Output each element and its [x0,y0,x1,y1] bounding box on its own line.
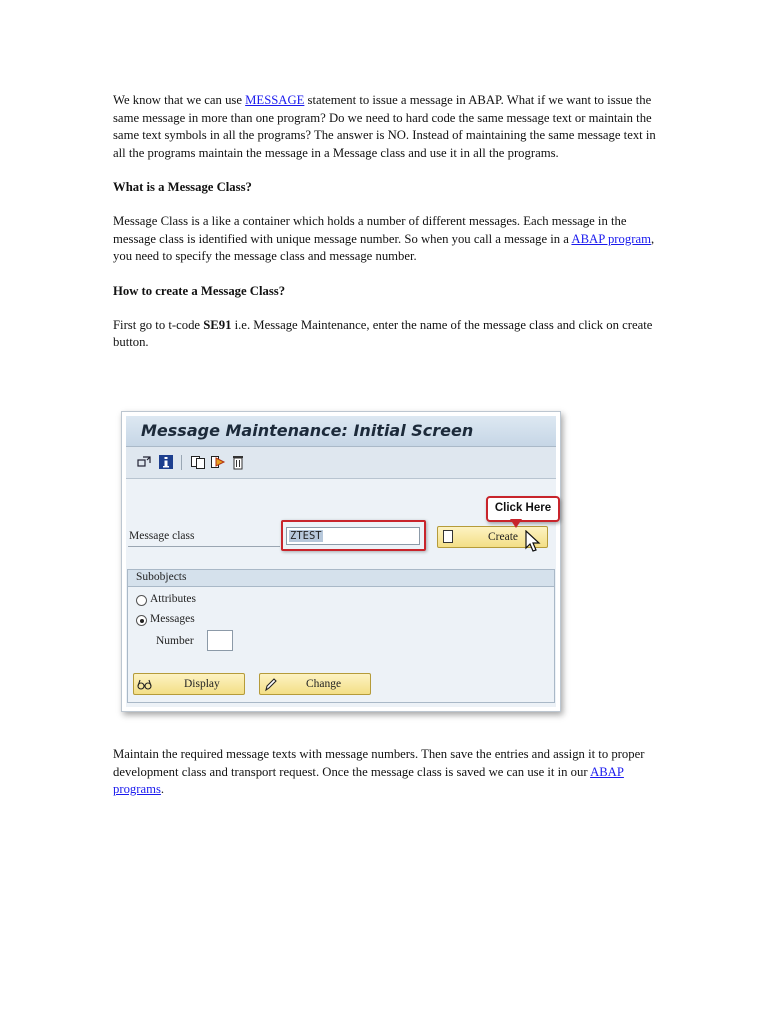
delete-icon[interactable] [230,454,246,470]
closing-text-2: . [160,782,165,796]
change-button[interactable] [259,673,371,695]
definition-text-2: , you need to specify the message class and message number. [113,231,655,263]
mouse-cursor-icon [525,530,541,554]
sap-title-bar [126,416,556,447]
glasses-icon [137,677,153,691]
subobjects-header [128,570,554,587]
radio-messages-label: Messages [150,613,195,625]
article-body [113,92,658,369]
pencil-icon [264,677,278,692]
display-button[interactable] [133,673,245,695]
click-here-callout [486,496,560,522]
tcode-se91: SE91 [203,317,232,332]
abap-programs-link[interactable]: ABAP programs [113,764,624,796]
sap-screen-title: Message Maintenance: Initial Screen [141,421,474,440]
instruction-text-1: First go to t-code [113,317,204,332]
abap-program-link[interactable]: ABAP program [571,231,651,246]
message-link[interactable]: MESSAGE [245,93,305,107]
number-label: Number [156,635,194,647]
radio-attributes-label: Attributes [150,593,196,605]
callout-text: Click Here [494,502,552,514]
article-footer [113,746,658,816]
new-document-icon [443,530,453,543]
highlight-box [281,520,426,551]
message-class-label: Message class [129,530,195,542]
definition-paragraph [113,213,658,266]
intro-text-1: We know that we can use [113,93,246,107]
copy-icon[interactable] [190,454,206,470]
info-icon[interactable] [158,454,174,470]
create-button-label: Create [488,531,519,543]
number-input[interactable] [207,630,233,651]
radio-attributes[interactable] [136,595,147,606]
radio-messages[interactable] [136,615,147,626]
definition-text-1: Message Class is a like a container which holds a number of different messages. Each message in the message class is identified with unique message number. So when you call a message in a [113,214,627,246]
sap-toolbar [126,447,556,479]
field-underline [128,546,280,547]
rename-icon[interactable] [210,454,226,470]
subobjects-title: Subobjects [136,571,187,583]
heading-how-to-create: How to create a Message Class? [113,283,286,298]
intro-paragraph [113,92,658,162]
instruction-paragraph [113,317,658,352]
execute-icon[interactable] [137,454,153,470]
change-button-label: Change [306,678,342,690]
heading-what-is-message-class: What is a Message Class? [113,180,252,194]
display-button-label: Display [184,678,220,690]
message-class-value: ZTEST [290,530,322,542]
instruction-text-2: i.e. Message Maintenance, enter the name of the message class and click on create button. [113,317,653,349]
closing-text-1: Maintain the required message texts with message numbers. Then save the entries and assign it to proper development class and transport request. Once the message class is saved we can use it in our [113,747,645,779]
callout-tail [510,519,522,528]
intro-text-2: statement to issue a message in ABAP. What if we want to issue the same message in more than one program? Do we need to hard code the same message text or maintain the same text symbols in all the programs? The answer is NO. Instead of maintaining the same message text in all the programs maintain the message in a Message class and use it in all the programs. [113,93,656,160]
toolbar-separator [181,455,182,470]
closing-paragraph [113,746,658,799]
